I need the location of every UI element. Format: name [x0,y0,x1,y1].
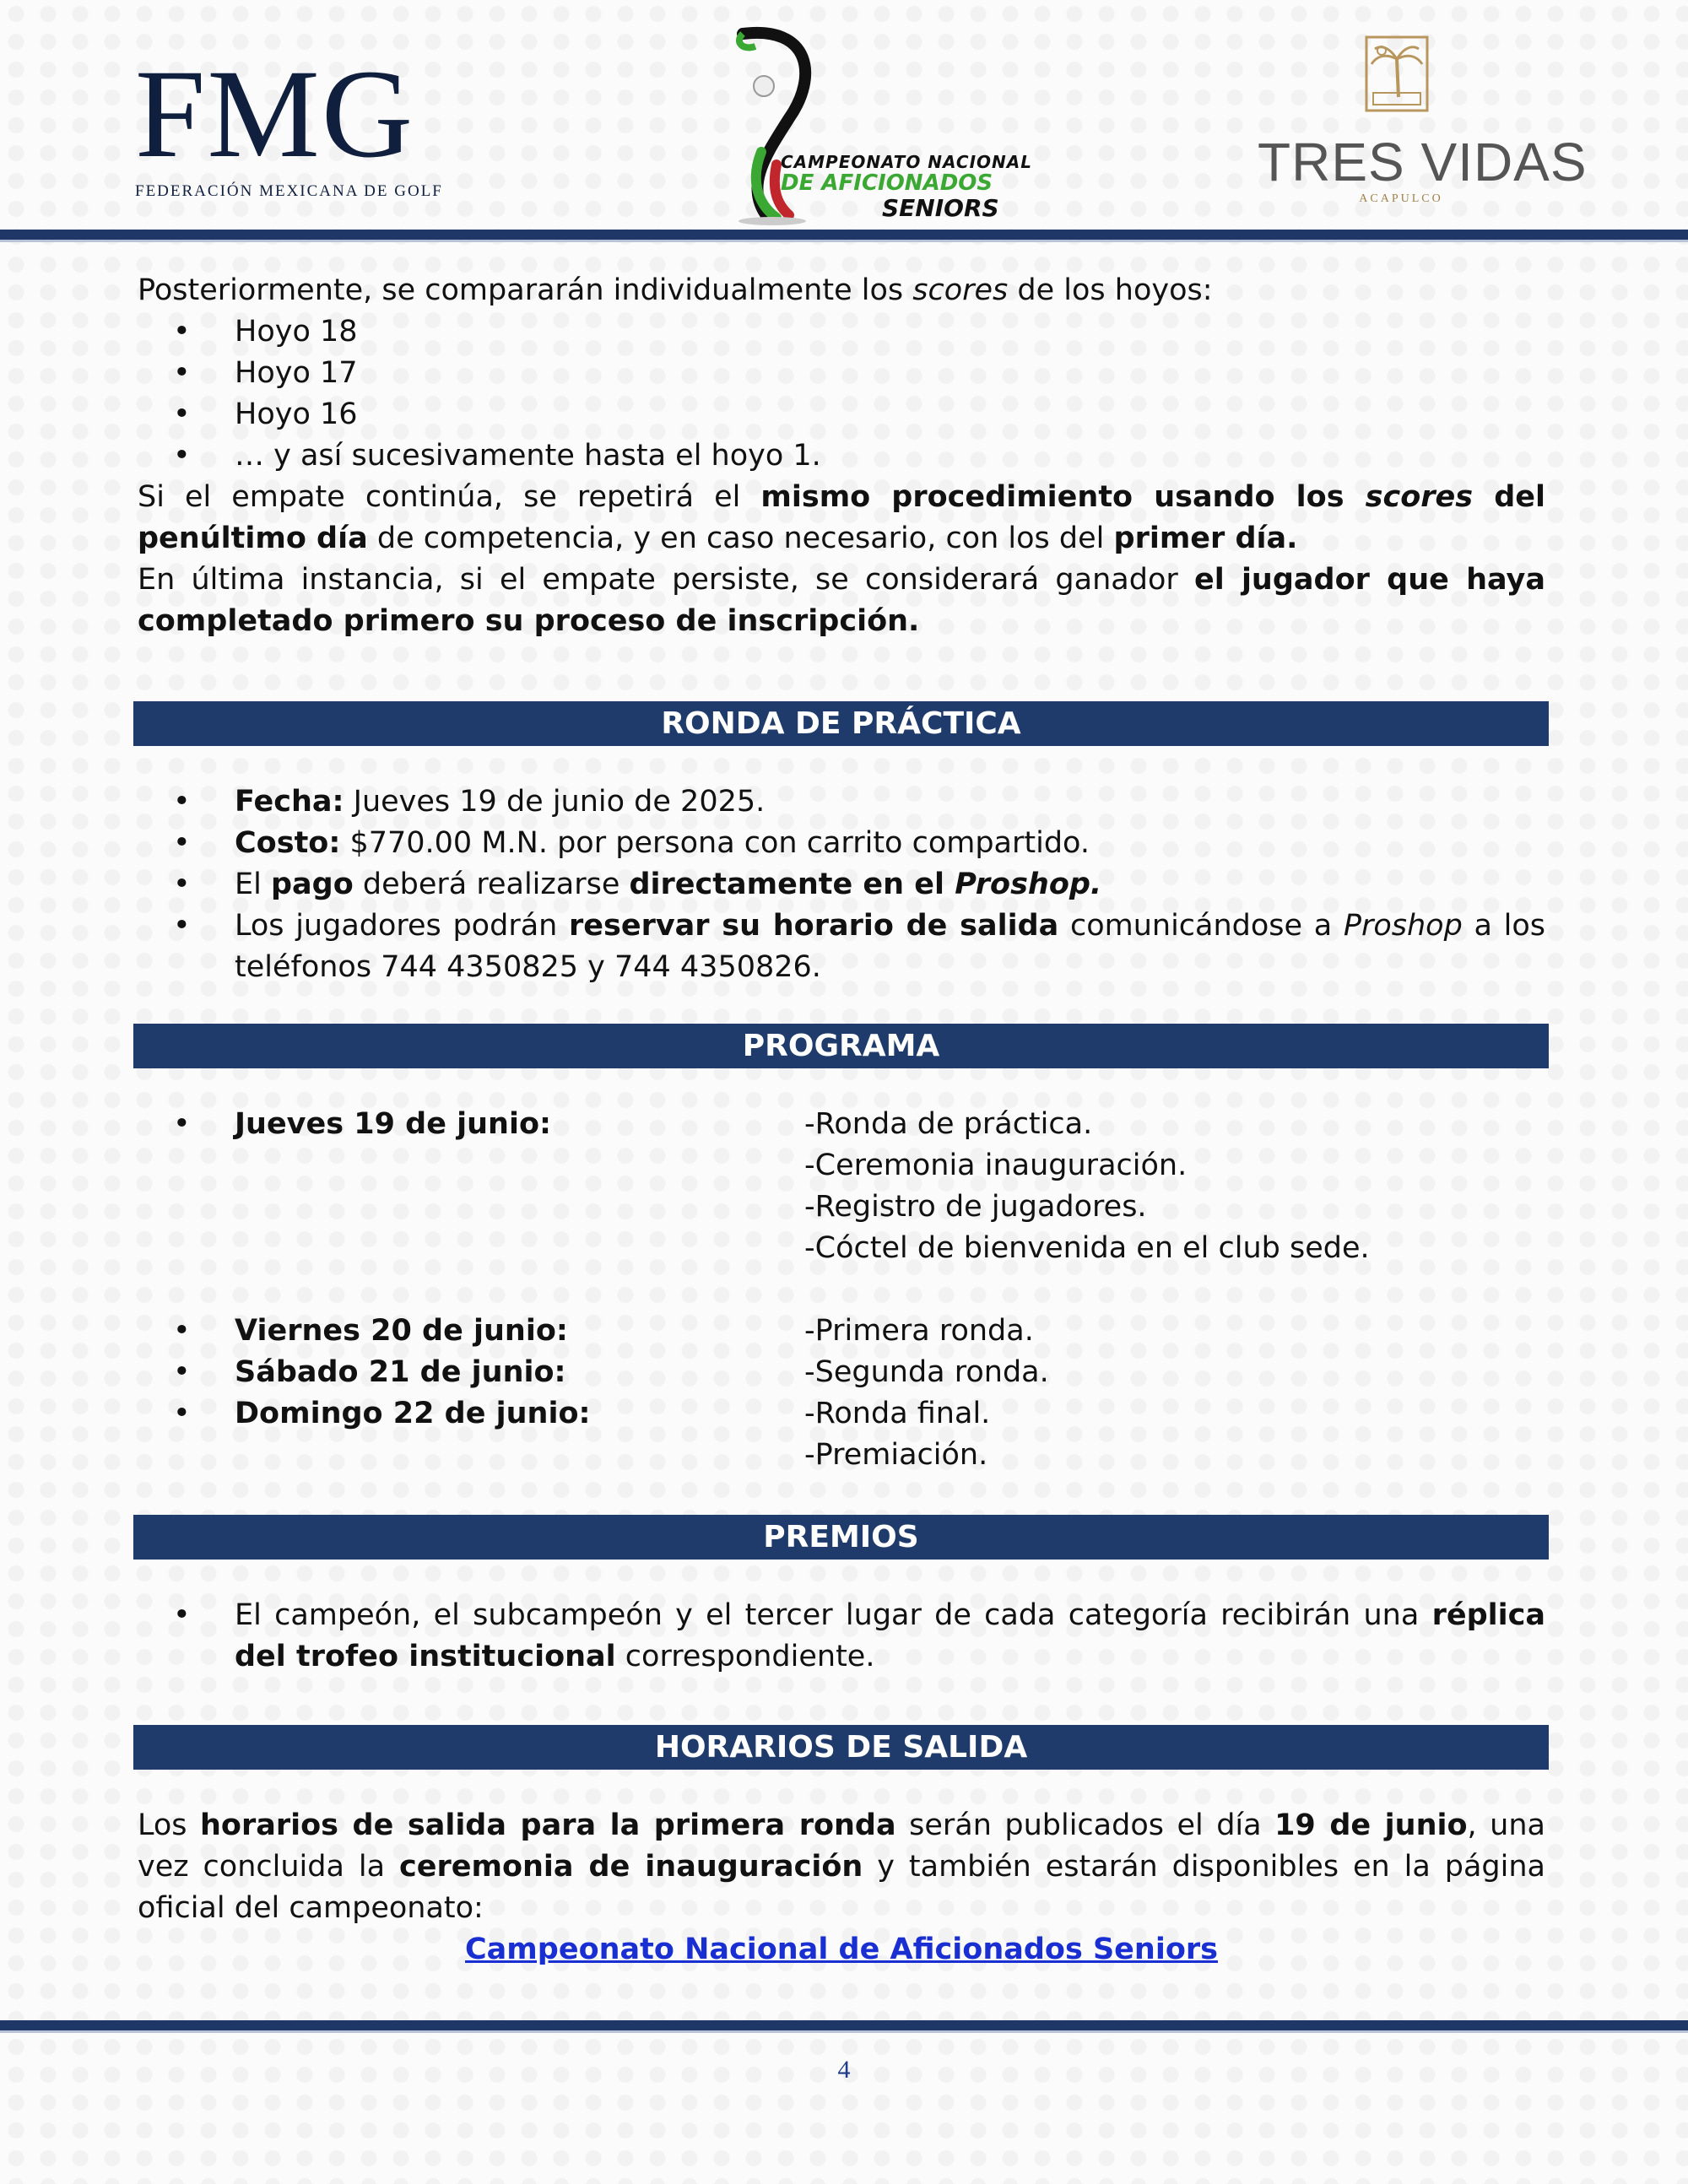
program-activity: -Segunda ronda. [804,1355,1049,1389]
program-list [138,1104,1545,1269]
section-header-program: PROGRAMA [133,1024,1549,1068]
championship-logo [709,25,1032,228]
tee-times-paragraph: Los horarios de salida para la primera ronda serán publicados el día 19 de junio, una vez concluida la ceremonia de inauguración y también estarán disponibles en la página oficial del campeonato: [138,1808,1545,1925]
list-item: • Hoyo 18 [138,311,1545,353]
program-day-row [138,1352,1545,1393]
program-list-weekend [138,1311,1545,1476]
tiebreak-intro: Posteriormente, se compararán individualmente los scores de los hoyos: [138,273,1213,307]
fmg-logo-text: FMG [135,44,415,184]
tres-vidas-city: ACAPULCO [1359,192,1443,205]
prizes-item: • El campeón, el subcampeón y el tercer lugar de cada categoría recibirán una réplica del trofeo institucional correspondiente. [138,1595,1545,1678]
section-header-prizes: PREMIOS [133,1515,1549,1560]
list-item: • … y así sucesivamente hasta el hoyo 1. [138,435,1545,477]
header-rule-thin [0,240,1688,242]
section-header-tee-times: HORARIOS DE SALIDA [133,1725,1549,1770]
practice-payment: • El pago deberá realizarse directamente en el Proshop. [138,864,1545,905]
program-day-row [138,1104,1545,1269]
section-header-practice: RONDA DE PRÁCTICA [133,701,1549,746]
program-day: • Jueves 19 de junio: [235,1107,551,1141]
program-activity: -Premiación. [804,1438,988,1472]
program-activity: -Cóctel de bienvenida en el club sede. [804,1231,1370,1265]
tiebreak-final-paragraph: En última instancia, si el empate persiste, se considerará ganador el jugador que haya completado primero su proceso de inscripción. [138,563,1545,638]
practice-list [138,781,1545,988]
program-day: • Domingo 22 de junio: [235,1397,591,1430]
practice-date: • Fecha: Jueves 19 de junio de 2025. [138,781,1545,823]
program-day-row [138,1393,1545,1476]
championship-logo-line1: CAMPEONATO NACIONAL [781,152,1032,172]
palm-tree-emblem-icon [1363,34,1431,114]
list-item: • Hoyo 16 [138,394,1545,435]
page-header [0,0,1688,245]
page-number: 4 [837,2056,851,2084]
championship-website-link[interactable]: Campeonato Nacional de Aficionados Seniors [465,1933,1218,1966]
program-day-row [138,1311,1545,1352]
practice-reservation: • Los jugadores podrán reservar su horario de salida comunicándose a Proshop a los teléfonos 744 4350825 y 744 4350826. [138,905,1545,988]
program-activity: -Primera ronda. [804,1314,1034,1348]
footer-rule-thin [0,2030,1688,2033]
prizes-list [138,1595,1545,1678]
list-item: • Hoyo 17 [138,353,1545,394]
tres-vidas-logo [1258,34,1588,211]
fmg-logo [135,44,447,200]
document-body [138,270,1545,1970]
tiebreak-holes-list [138,311,1545,477]
tres-vidas-name: TRES VIDAS [1258,132,1588,192]
program-activity: -Ceremonia inauguración. [804,1149,1188,1182]
program-activity: -Ronda final. [804,1397,991,1430]
championship-logo-line3: SENIORS [882,194,999,222]
program-day: • Viernes 20 de junio: [235,1314,568,1348]
program-activity: -Registro de jugadores. [804,1190,1147,1224]
championship-logo-line2: DE AFICIONADOS [781,170,993,196]
fmg-logo-subtitle: FEDERACIÓN MEXICANA DE GOLF [135,182,443,200]
footer-rule [0,2020,1688,2030]
practice-cost: • Costo: $770.00 M.N. por persona con carrito compartido. [138,823,1545,864]
header-rule [0,230,1688,240]
tiebreak-repeat-paragraph: Si el empate continúa, se repetirá el mismo procedimiento usando los scores del penúltimo día de competencia, y en caso necesario, con los del primer día. [138,480,1545,555]
program-day: • Sábado 21 de junio: [235,1355,566,1389]
program-activity: -Ronda de práctica. [804,1107,1093,1141]
